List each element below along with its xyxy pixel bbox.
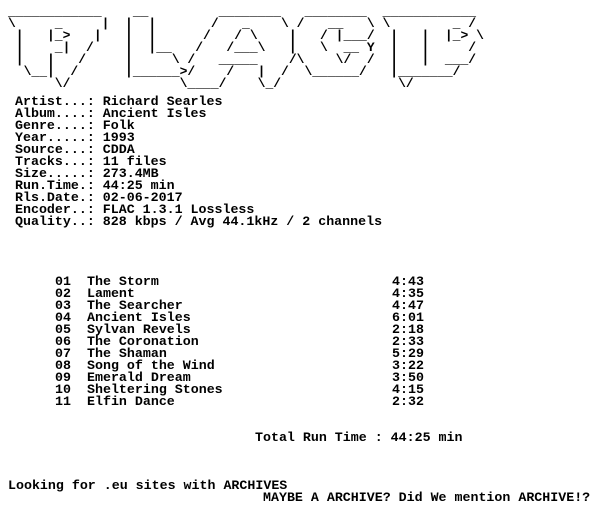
logo-line: \/ \____/ \_/ \/ [8,76,414,91]
logo-line: ____________ __ ________ ________ ____________ [8,4,477,19]
logo-line: | |_> | | | / / \ | / |___/ | | |_> \ [8,28,484,43]
track-title: The Coronation [87,334,199,349]
info-encoder: Encoder..: FLAC 1.3.1 Lossless [15,202,255,217]
track-title: The Shaman [87,346,167,361]
track-number: 01 [55,274,71,289]
info-tracks: Tracks...: 11 files [15,154,167,169]
logo-line: \__| / |______>/ / | / \______/ |_______/ [8,64,461,79]
info-size: Size.....: 273.4MB [15,166,159,181]
logo-line: | | / | \ / _____ /\ \/ / | | ___/ [8,52,477,67]
track-title: Emerald Dream [87,370,191,385]
info-album: Album....: Ancient Isles [15,106,207,121]
track-number: 10 [55,382,71,397]
track-time: 5:29 [392,346,424,361]
track-title: Sylvan Revels [87,322,191,337]
track-time: 2:18 [392,322,424,337]
track-time: 4:15 [392,382,424,397]
release-info [15,96,382,228]
track-time: 2:33 [392,334,424,349]
info-release-date: Rls.Date.: 02-06-2017 [15,190,183,205]
track-title: Sheltering Stones [87,382,223,397]
track-list [55,276,424,408]
total-run-time: Total Run Time : 44:25 min [255,430,463,445]
track-time: 4:47 [392,298,424,313]
logo-line: \ _ | | | / _ \ / __ \ \ _ / [8,16,477,31]
footer-note: Looking for .eu sites with ARCHIVES [8,478,288,493]
track-number: 03 [55,298,71,313]
track-title: Ancient Isles [87,310,191,325]
track-title: The Searcher [87,298,183,313]
track-time: 6:01 [392,310,424,325]
info-artist: Artist...: Richard Searles [15,94,223,109]
track-title: Lament [87,286,135,301]
info-genre: Genre....: Folk [15,118,135,133]
track-number: 09 [55,370,71,385]
track-title: Song of the Wind [87,358,215,373]
track-number: 02 [55,286,71,301]
track-number: 11 [55,394,71,409]
track-time: 4:35 [392,286,424,301]
track-number: 05 [55,322,71,337]
info-source: Source...: CDDA [15,142,135,157]
footer-tagline: MAYBE A ARCHIVE? Did We mention ARCHIVE!? [263,490,591,505]
track-row [55,396,424,408]
track-time: 3:22 [392,358,424,373]
info-year: Year.....: 1993 [15,130,135,145]
logo-line: | _| / | |__ / /___\ | \ __ Y | | / [8,40,477,55]
track-title: The Storm [87,274,159,289]
track-number: 04 [55,310,71,325]
track-time: 4:43 [392,274,424,289]
track-time: 2:32 [392,394,424,409]
track-number: 08 [55,358,71,373]
track-number: 06 [55,334,71,349]
info-runtime: Run.Time.: 44:25 min [15,178,175,193]
info-quality: Quality..: 828 kbps / Avg 44.1kHz / 2 channels [15,214,383,229]
flac-ascii-logo [8,6,484,90]
track-number: 07 [55,346,71,361]
track-time: 3:50 [392,370,424,385]
track-title: Elfin Dance [87,394,175,409]
